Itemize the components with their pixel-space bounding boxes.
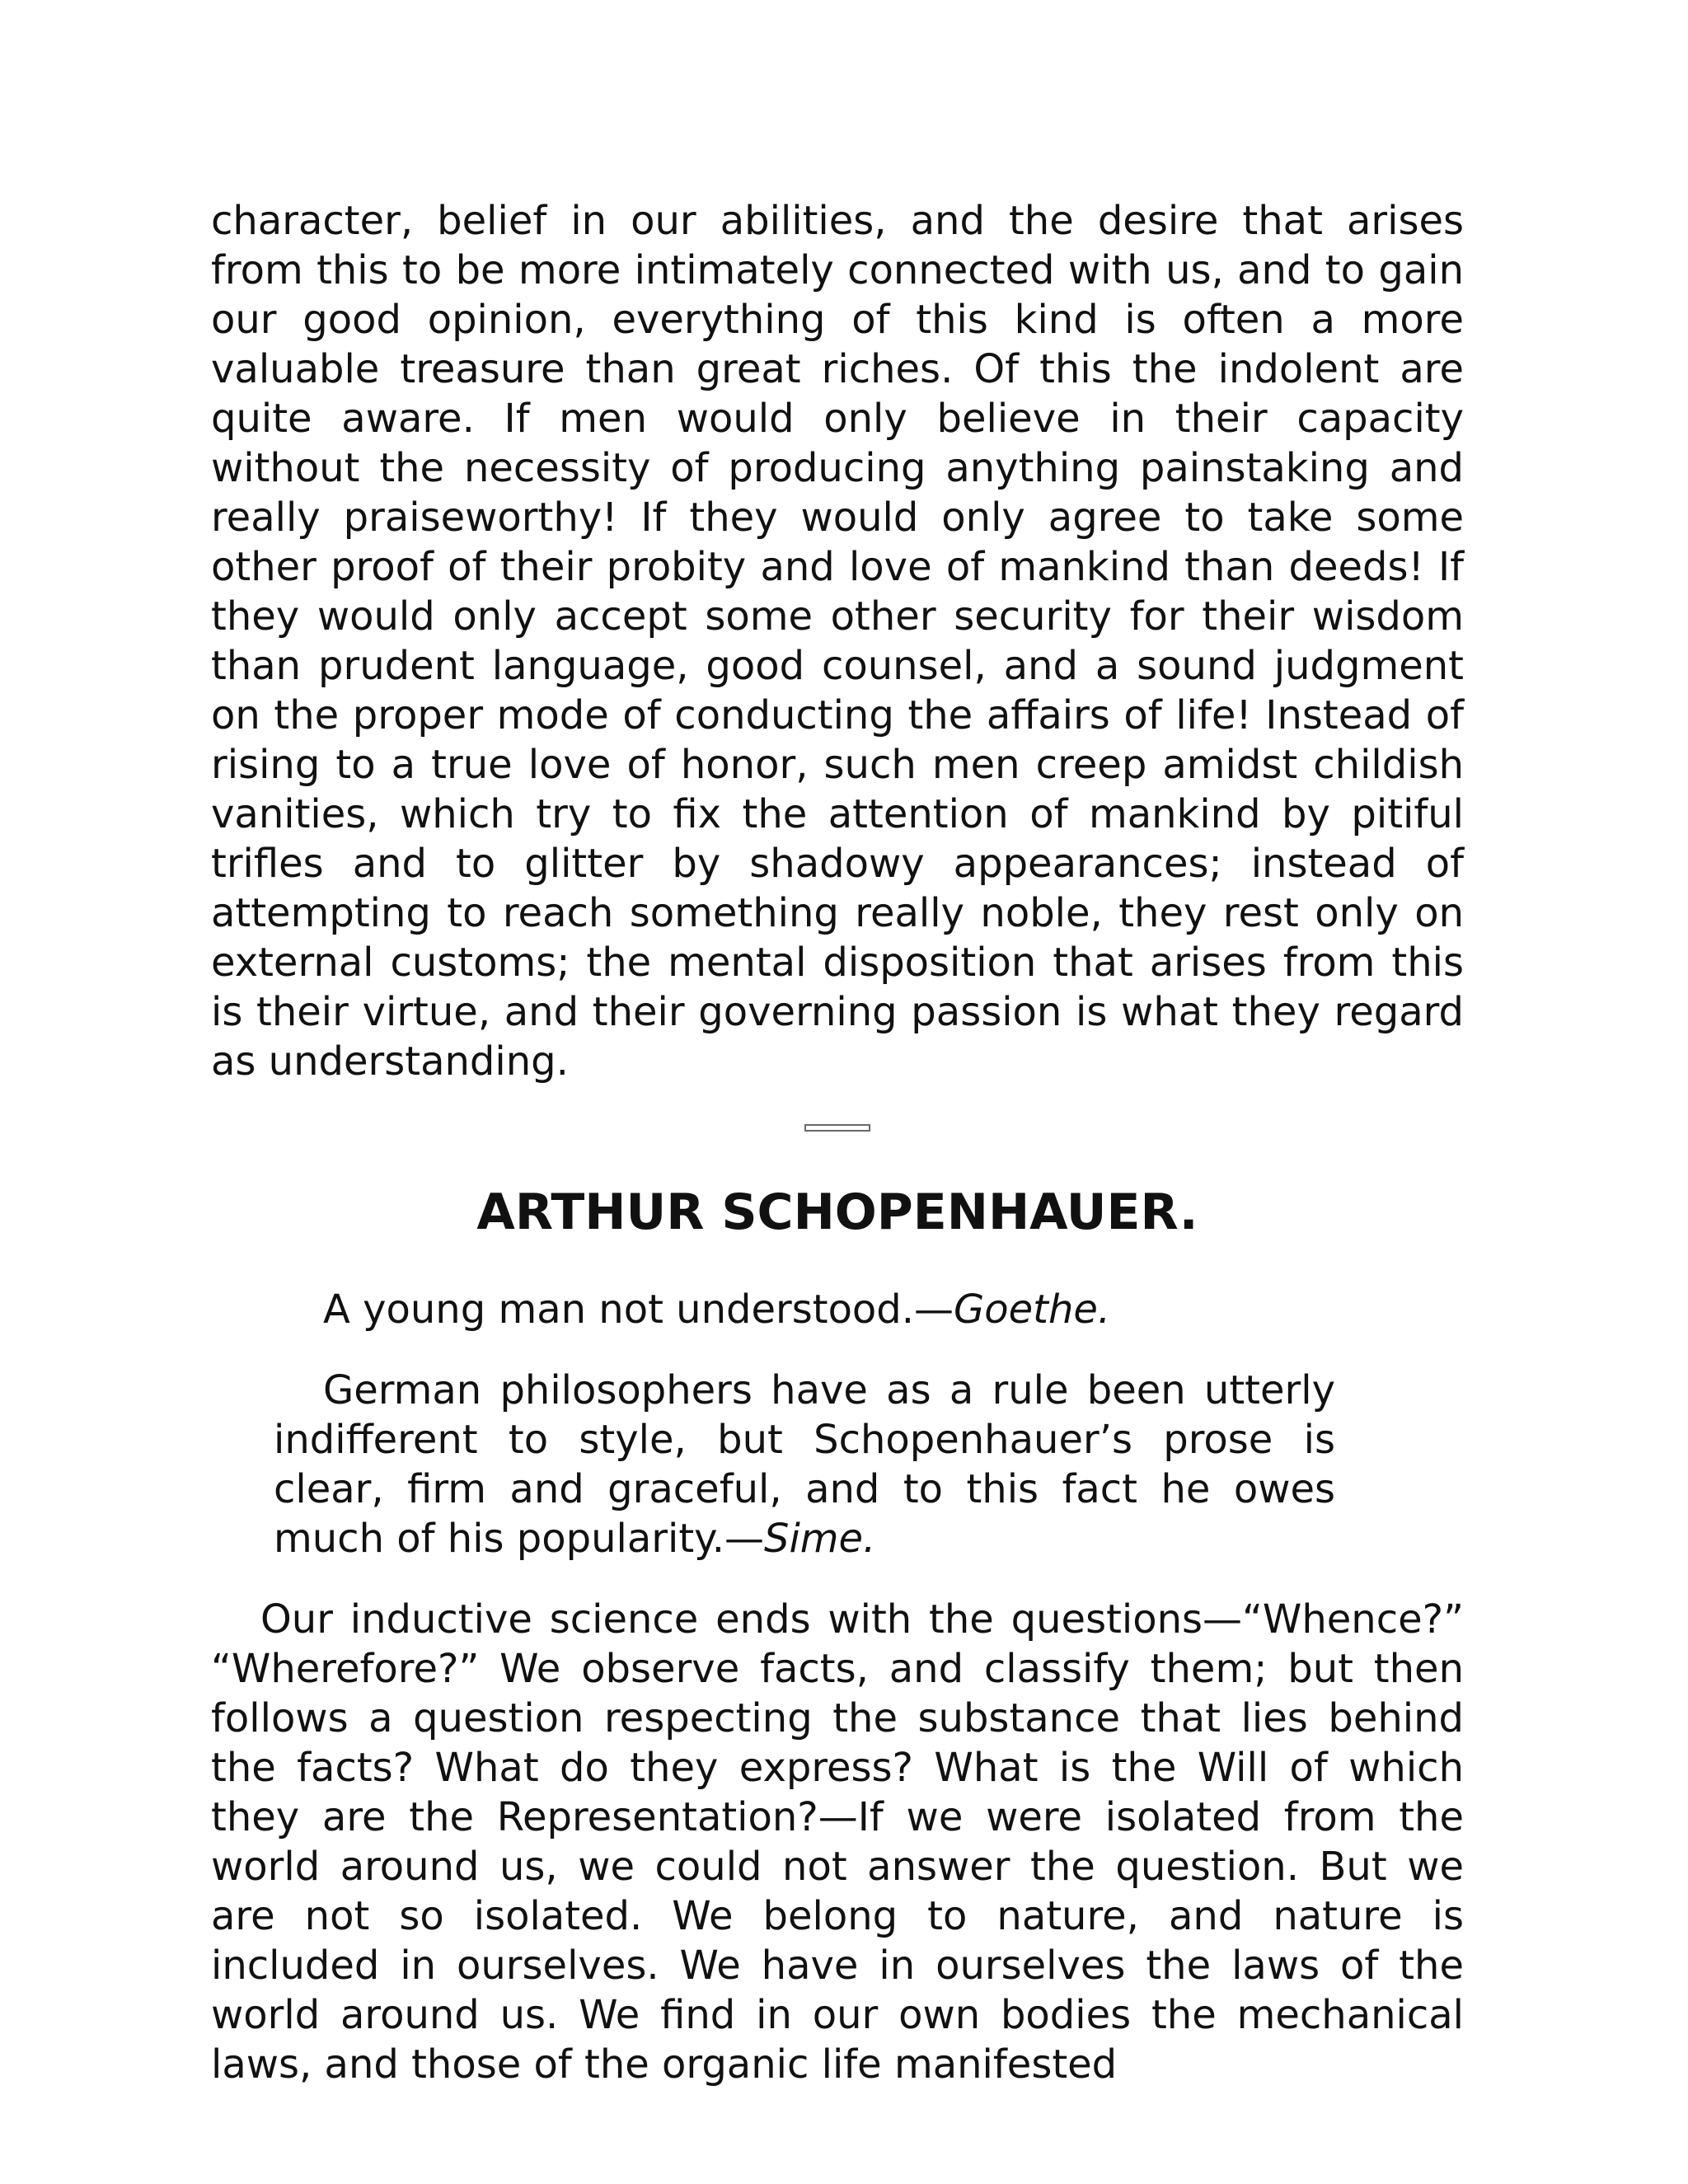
body-paragraph: Our inductive science ends with the questions—“Whence?” “Wherefore?” We observe facts, and classify them; but then follows a question respecting the substance that lies behind the facts? What do they express? What is the Will of which they are the Representation?—If we were isolated from the world around us, we could not answer the question. But we are not so isolated. We belong to nature, and nature is included in ourselves. We have in ourselves the laws of the world around us. We find in our own bodies the mechanical laws, and those of the organic life manifested [211, 1596, 1464, 2088]
epigraph-attribution: Sime. [763, 1516, 876, 1562]
epigraph-attribution: Goethe. [954, 1286, 1111, 1333]
epigraph-text: A young man not understood.— [323, 1286, 954, 1333]
section-divider [804, 1124, 870, 1132]
epigraph-goethe [274, 1285, 1335, 1334]
epigraph-block [274, 1285, 1335, 1563]
page-content [211, 196, 1464, 2089]
epigraph-sime [274, 1366, 1335, 1563]
continuation-paragraph: character, belief in our abilities, and the desire that arises from this to be more intimately connected with us, and to gain our good opinion, everything of this kind is often a more valuable treasure than great riches. Of this the indolent are quite aware. If men would only believe in their capacity without the necessity of producing anything painstaking and really praiseworthy! If they would only agree to take some other proof of their probity and love of mankind than deeds! If they would only accept some other security for their wisdom than prudent language, good counsel, and a sound judgment on the proper mode of conducting the affairs of life! Instead of rising to a true love of honor, such men creep amidst childish vanities, which try to fix the attention of mankind by pitiful trifles and to glitter by shadowy appearances; instead of attempting to reach something really noble, they rest only on external customs; the mental disposition that arises from this is their virtue, and their governing passion is what they regard as understanding. [211, 198, 1464, 1085]
section-title: ARTHUR SCHOPENHAUER. [476, 1183, 1198, 1241]
epigraph-text: German philosophers have as a rule been utterly indifferent to style, but Schopenhauer’s prose is clear, firm and graceful, and to this fact he owes much of his popularity.— [274, 1367, 1335, 1562]
